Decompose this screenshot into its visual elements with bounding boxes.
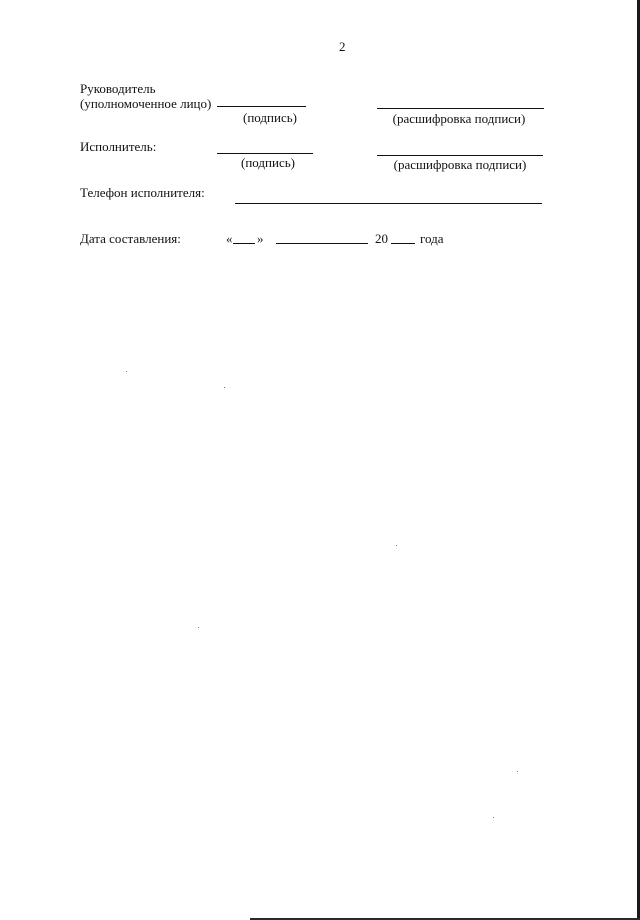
date-suffix: года [420,231,444,246]
executor-label: Исполнитель: [80,139,157,154]
executor-decoding-caption: (расшифровка подписи) [393,157,527,172]
head-subtitle: (уполномоченное лицо) [80,96,212,111]
head-decoding-caption: (расшифровка подписи) [392,111,526,126]
scan-speck [224,387,225,388]
date-year-line [391,243,415,244]
executor-decoding-line [377,155,543,156]
head-decoding-line [377,108,544,109]
page-number: 2 [339,39,346,54]
phone-label: Телефон исполнителя: [80,185,205,200]
date-century: 20 [375,231,388,246]
executor-signature-caption: (подпись) [241,155,295,170]
executor-signature-line [217,153,313,154]
head-signature-caption: (подпись) [243,110,297,125]
head-signature-line [217,106,306,107]
scan-speck [517,771,518,772]
scan-speck [126,371,127,372]
date-month-line [276,243,368,244]
date-close-quote: » [257,231,264,246]
scan-speck [493,817,494,818]
phone-line [235,203,542,204]
date-open-quote: « [226,231,233,246]
head-title: Руководитель [80,81,156,96]
date-day-line [233,243,255,244]
scan-speck [198,627,199,628]
date-label: Дата составления: [80,231,181,246]
scan-speck [396,545,397,546]
